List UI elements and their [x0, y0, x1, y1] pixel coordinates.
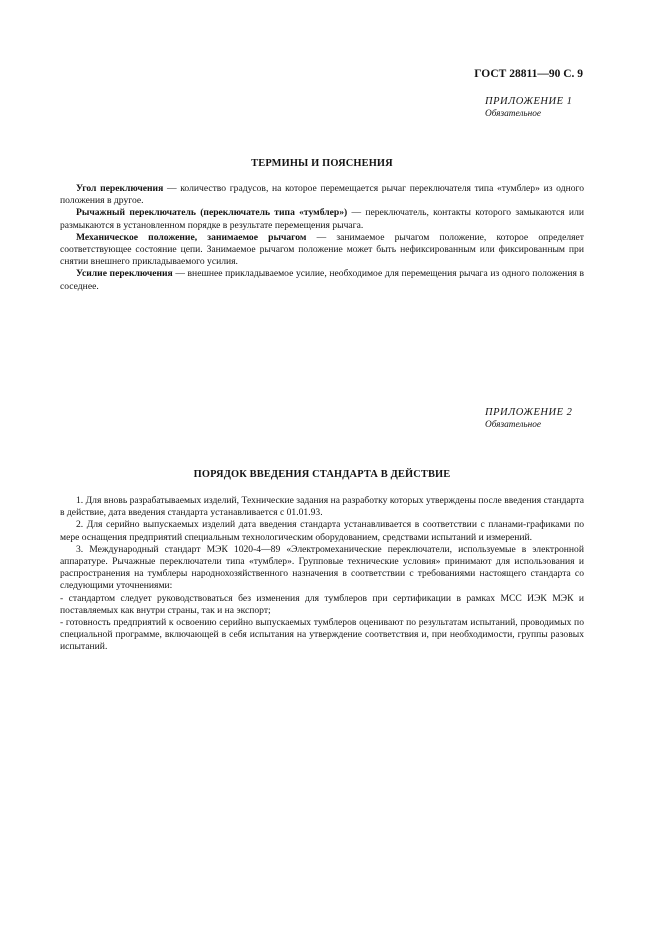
term: Механическое положение, занимаемое рычагом — [76, 231, 307, 243]
term-paragraph — [60, 232, 584, 269]
appendix-1-label-block — [485, 96, 605, 120]
term-definition: — количество градусов, на которое перемещается рычаг переключателя типа «тумблер» из одного положения в другое. — [60, 183, 584, 207]
procedure-section — [60, 495, 584, 654]
appendix-1-status: Обязательное — [485, 109, 542, 119]
term-definition: — переключатель, контакты которого замыкаются или размыкаются в установленном порядке в результате перемещения рычага. — [60, 207, 584, 231]
term: Усилие переключения — [76, 268, 173, 280]
appendix-1-title: ТЕРМИНЫ И ПОЯСНЕНИЯ — [251, 158, 393, 169]
appendix-2-title: ПОРЯДОК ВВЕДЕНИЯ СТАНДАРТА В ДЕЙСТВИЕ — [193, 469, 451, 480]
term-paragraph — [60, 268, 584, 292]
term: Угол переключения — [76, 183, 164, 194]
term-definition: — внешнее прикладываемое усилие, необходимое для перемещения рычага из одного положения в соседнее. — [60, 268, 584, 292]
terms-section — [60, 183, 584, 293]
numbered-paragraph: 3. Международный стандарт МЭК 1020-4—89 «Электромеханические переключатели, используемые в электронной аппаратуре. Рычажные переключатели типа «тумблер». Групповые технические условия» принимают для использования и распространения на тумблеры народнохозяйственного назначения в соответствии с требованиями настоящего стандарта со следующими уточнениями: — [60, 543, 584, 592]
appendix-1-label: ПРИЛОЖЕНИЕ 1 — [485, 96, 573, 107]
dash-list-item: - готовность предприятий к освоению серийно выпускаемых тумблеров оценивают по результатам испытаний, проводимых по специальной программе, включающей в себя испытания на утверждение соответствия и, при необходимости, группы разовых испытаний. — [60, 617, 584, 653]
appendix-2-label: ПРИЛОЖЕНИЕ 2 — [485, 407, 573, 418]
dash-list-item: - стандартом следует руководствоваться без изменения для тумблеров при сертификации в рамках МСС ИЭК МЭК и поставляемых как внутри страны, так и на экспорт; — [60, 592, 584, 616]
numbered-paragraph: 2. Для серийно выпускаемых изделий дата введения стандарта устанавливается в соответствии с планами-графиками по мере оснащения предприятий специальным технологическим оборудованием, средствами испытаний и измерений. — [60, 519, 584, 543]
appendix-2-label-block — [485, 407, 605, 431]
page-header-code: ГОСТ 28811—90 С. 9 — [474, 68, 583, 80]
term-definition: — занимаемое рычагом положение, которое определяет соответствующее состояние цепи. Занимаемое рычагом положение может быть нефиксированным или фиксированным при снятии внешнего прикладываемого усилия. — [60, 231, 584, 268]
numbered-paragraph: 1. Для вновь разрабатываемых изделий, Технические задания на разработку которых утверждены после введения стандарта в действие, дата введения стандарта устанавливается с 01.01.93. — [60, 495, 584, 519]
term-paragraph — [60, 207, 584, 231]
appendix-2-status: Обязательное — [485, 420, 542, 430]
term: Рычажный переключатель (переключатель типа «тумблер») — [76, 207, 348, 219]
term-paragraph — [60, 183, 584, 207]
